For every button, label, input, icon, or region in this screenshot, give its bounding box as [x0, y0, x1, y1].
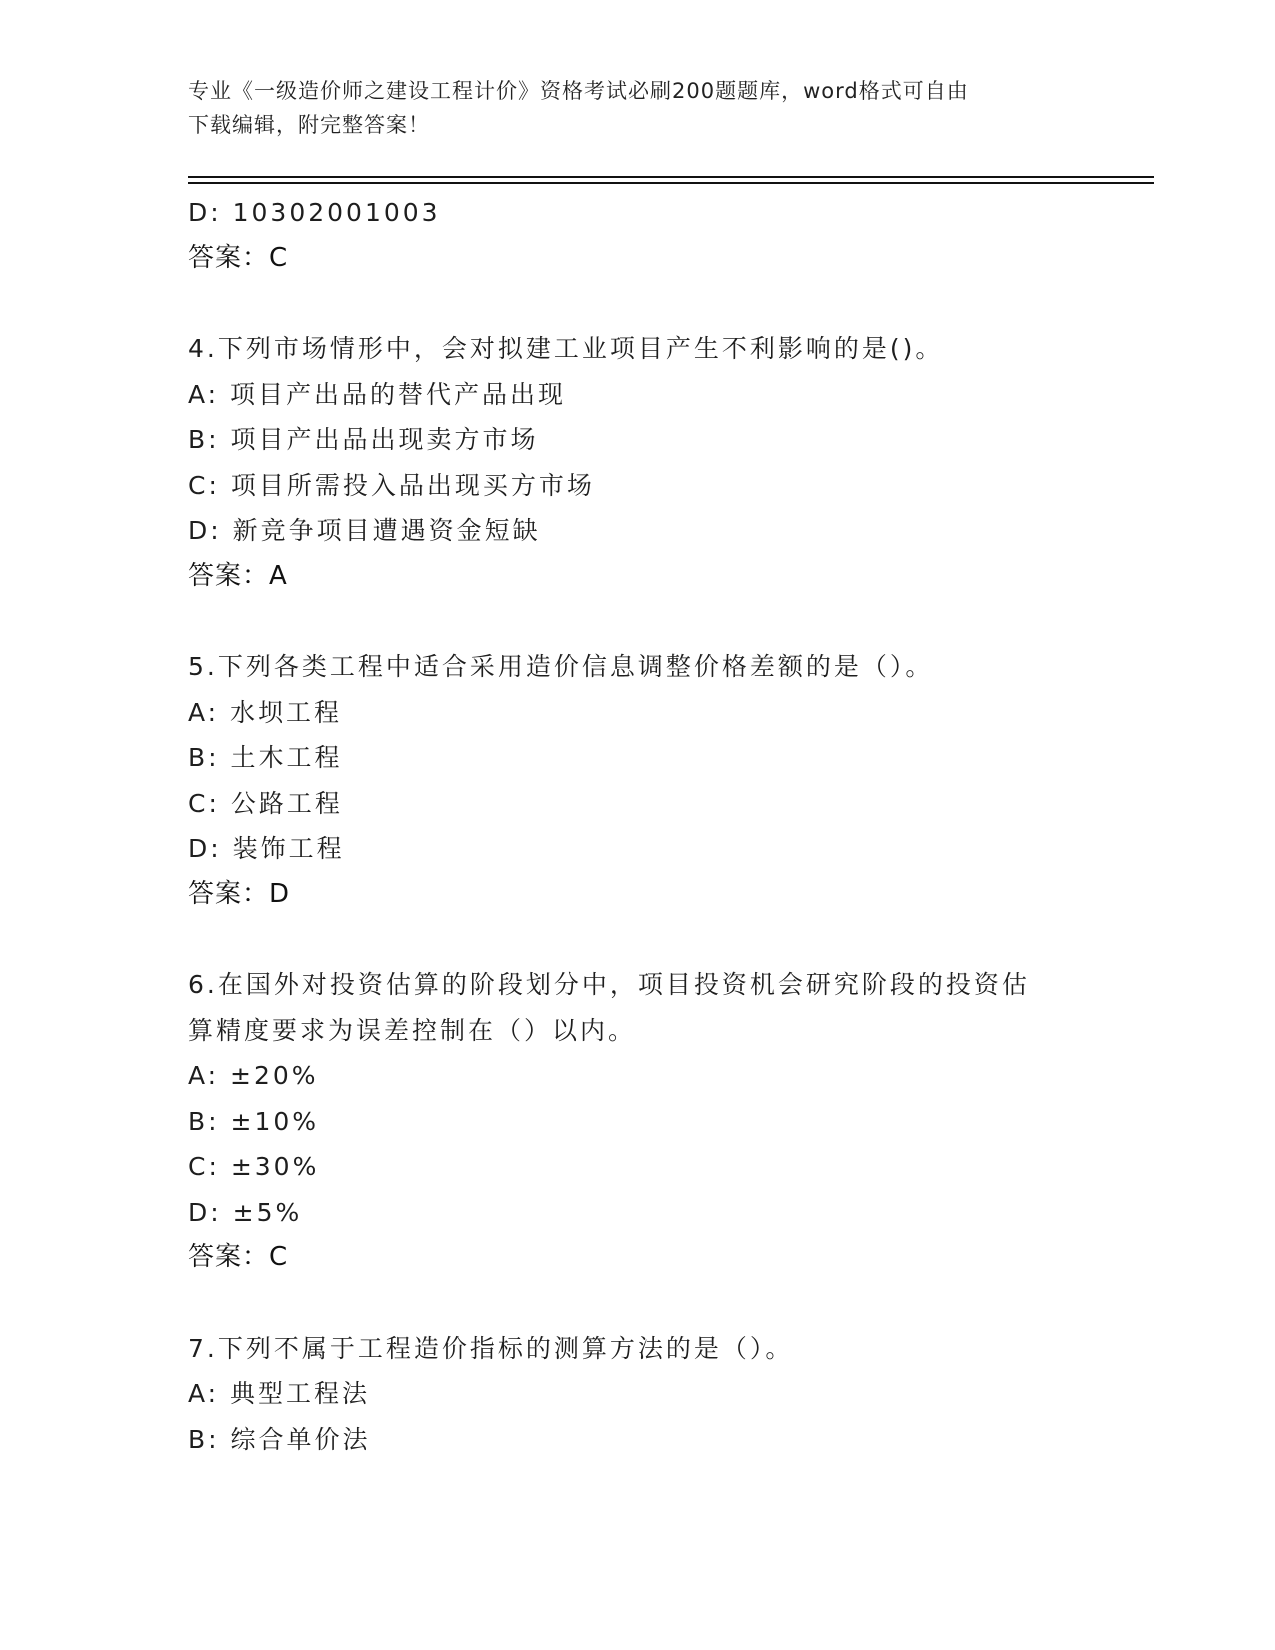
question-stem-line-2: 算精度要求为误差控制在（）以内。 — [188, 1015, 637, 1045]
option-c: C: ±30% — [188, 1152, 320, 1181]
option-d: D: 新竞争项目遭遇资金短缺 — [188, 516, 541, 545]
option-d: D: 装饰工程 — [188, 834, 345, 863]
question-3-fragment — [188, 190, 1148, 281]
option-b: B: 项目产出品出现卖方市场 — [188, 425, 539, 454]
option-a: A: ±20% — [188, 1061, 319, 1090]
option-d: D: ±5% — [188, 1197, 303, 1227]
question-stem-line-1: 6.在国外对投资估算的阶段划分中，项目投资机会研究阶段的投资估 — [188, 970, 1030, 999]
option-b: B: 综合单价法 — [188, 1424, 371, 1454]
answer: 答案：C — [188, 242, 289, 273]
header-divider-bottom — [188, 182, 1154, 184]
document-header — [188, 74, 1088, 142]
header-line-2: 下载编辑，附完整答案！ — [188, 113, 430, 137]
answer: 答案：A — [188, 560, 288, 591]
question-4 — [188, 326, 1148, 599]
question-content — [188, 190, 1148, 1462]
option-d: D: 10302001003 — [188, 198, 441, 227]
option-c: C: 公路工程 — [188, 788, 343, 818]
option-a: A: 水坝工程 — [188, 697, 343, 727]
option-a: A: 项目产出品的替代产品出现 — [188, 379, 567, 409]
question-7 — [188, 1326, 1148, 1463]
header-line-1: 专业《一级造价师之建设工程计价》资格考试必刷200题题库，word格式可自由 — [188, 79, 969, 103]
option-b: B: ±10% — [188, 1106, 320, 1136]
answer: 答案：D — [188, 878, 291, 909]
option-b: B: 土木工程 — [188, 743, 343, 772]
question-6 — [188, 962, 1148, 1281]
option-a: A: 典型工程法 — [188, 1379, 371, 1408]
header-divider-top — [188, 176, 1154, 178]
question-stem: 7.下列不属于工程造价指标的测算方法的是（）。 — [188, 1333, 794, 1363]
option-c: C: 项目所需投入品出现买方市场 — [188, 470, 595, 500]
question-5 — [188, 644, 1148, 917]
answer: 答案：C — [188, 1242, 289, 1272]
question-stem: 4.下列市场情形中，会对拟建工业项目产生不利影响的是()。 — [188, 334, 944, 363]
question-stem: 5.下列各类工程中适合采用造价信息调整价格差额的是（）。 — [188, 652, 934, 681]
